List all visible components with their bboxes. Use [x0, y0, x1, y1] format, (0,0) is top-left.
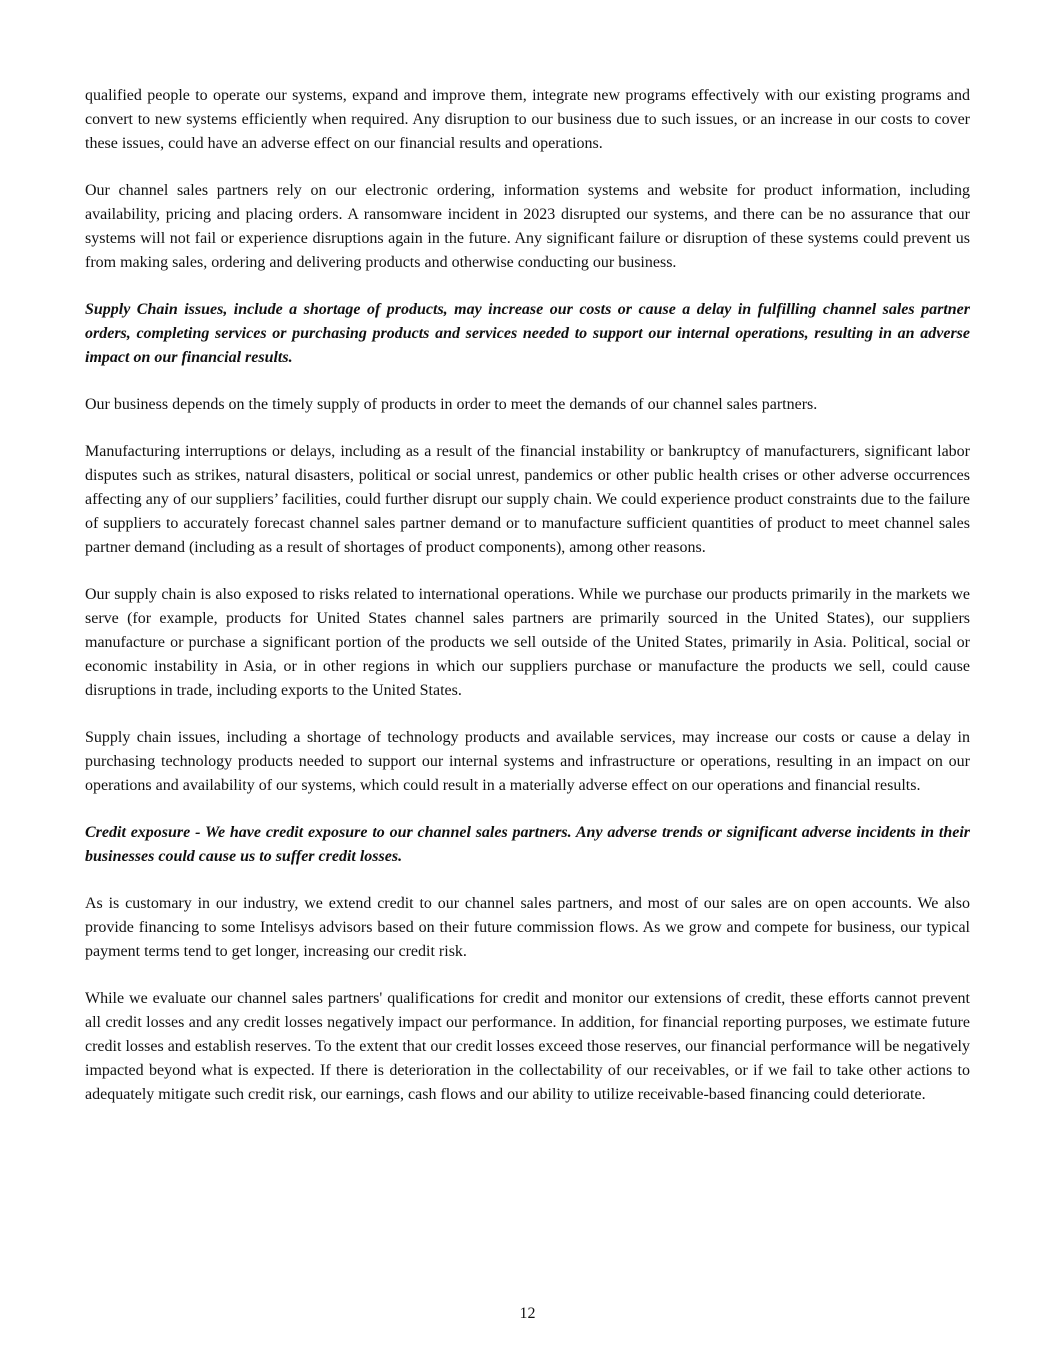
paragraph: Our supply chain is also exposed to risks related to international operations. While we purchase our products primarily in the markets we serve (for example, products for United States channel sales partners are primarily sourced in the United States), our suppliers manufacture or purchase a significant portion of the products we sell outside of the United States, primarily in Asia. Political, social or economic instability in Asia, or in other regions in which our suppliers purchase or manufacture the products we sell, could cause disruptions in trade, including exports to the United States. [85, 586, 970, 699]
paragraph: While we evaluate our channel sales partners' qualifications for credit and monitor our extensions of credit, these efforts cannot prevent all credit losses and any credit losses negatively impact our performance. In addition, for financial reporting purposes, we estimate future credit losses and establish reserves. To the extent that our credit losses exceed those reserves, our financial performance will be negatively impacted beyond what is expected. If there is deterioration in the collectability of our receivables, or if we fail to take other actions to adequately mitigate such credit risk, our earnings, cash flows and our ability to utilize receivable-based financing could deteriorate. [85, 990, 970, 1103]
paragraph: qualified people to operate our systems, expand and improve them, integrate new programs effectively with our existing programs and convert to new systems efficiently when required. Any disruption to our business due to such issues, or an increase in our costs to cover these issues, could have an adverse effect on our financial results and operations. [85, 87, 970, 152]
paragraph: As is customary in our industry, we extend credit to our channel sales partners, and most of our sales are on open accounts. We also provide financing to some Intelisys advisors based on their future commission flows. As we grow and compete for business, our typical payment terms tend to get longer, increasing our credit risk. [85, 895, 970, 960]
paragraph: Manufacturing interruptions or delays, including as a result of the financial instability or bankruptcy of manufacturers, significant labor disputes such as strikes, natural disasters, political or social unrest, pandemics or other public health crises or other adverse occurrences affecting any of our suppliers’ facilities, could further disrupt our supply chain. We could experience product constraints due to the failure of suppliers to accurately forecast channel sales partner demand or to manufacture sufficient quantities of product to meet channel sales partner demand (including as a result of shortages of product components), among other reasons. [85, 443, 970, 556]
page-number: 12 [519, 1305, 536, 1322]
document-body [85, 84, 970, 1130]
paragraph: Our business depends on the timely supply of products in order to meet the demands of our channel sales partners. [85, 396, 818, 413]
paragraph: Our channel sales partners rely on our electronic ordering, information systems and website for product information, including availability, pricing and placing orders. A ransomware incident in 2023 disrupted our systems, and there can be no assurance that our systems will not fail or experience disruptions again in the future. Any significant failure or disruption of these systems could prevent us from making sales, ordering and delivering products and otherwise conducting our business. [85, 182, 970, 271]
section-heading: Credit exposure - We have credit exposure to our channel sales partners. Any adverse trends or significant adverse incidents in their businesses could cause us to suffer credit losses. [85, 824, 970, 865]
paragraph: Supply chain issues, including a shortage of technology products and available services, may increase our costs or cause a delay in purchasing technology products needed to support our internal systems and infrastructure or operations, resulting in an impact on our operations and availability of our systems, which could result in a materially adverse effect on our operations and financial results. [85, 729, 970, 794]
section-heading: Supply Chain issues, include a shortage of products, may increase our costs or cause a delay in fulfilling channel sales partner orders, completing services or purchasing products and services needed to support our internal operations, resulting in an adverse impact on our financial results. [85, 301, 970, 366]
